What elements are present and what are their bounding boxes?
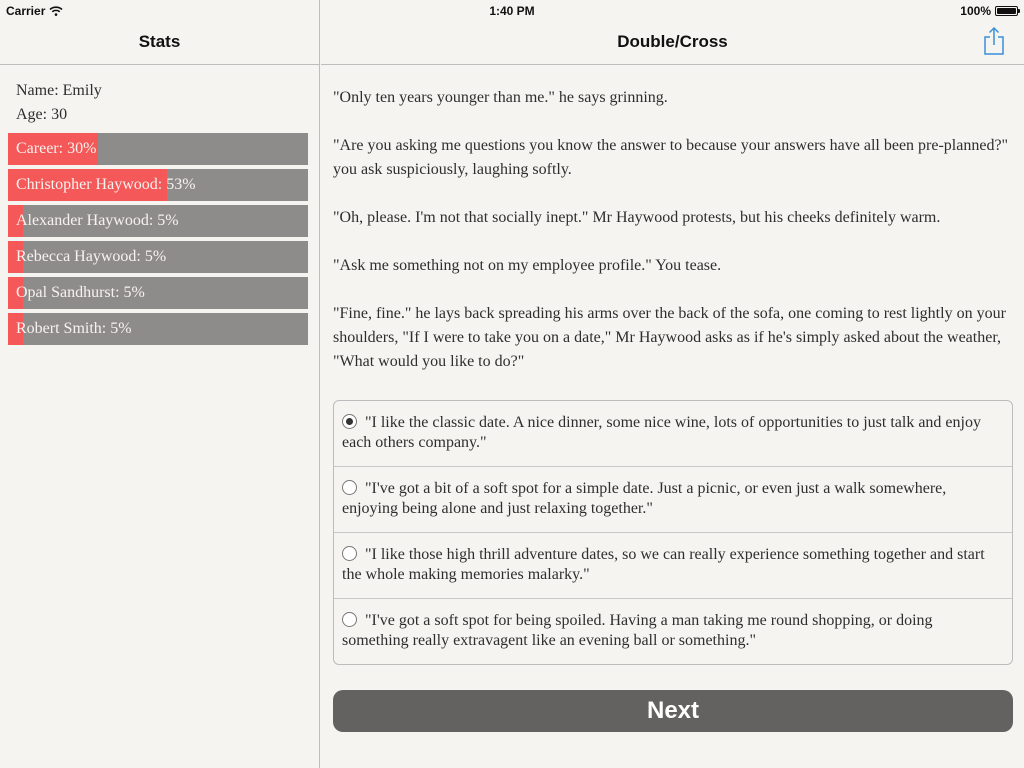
carrier-label: Carrier [6,4,46,18]
battery-label: 100% [960,4,991,18]
story-paragraph: "Ask me something not on my employee profile." You tease. [333,257,722,274]
choice-text: "I've got a bit of a soft spot for a simple date. Just a picnic, or even just a walk somewhere, enjoying being alone and just relaxing together." [342,480,947,517]
sidebar-title: Stats [138,32,181,51]
stat-bar [8,205,308,237]
stat-label: Career: 30% [16,140,97,157]
sidebar-body [0,79,320,349]
stat-label: Rebecca Haywood: 5% [16,248,167,265]
story-text [333,86,1013,398]
main-nav-bar [321,20,1024,65]
story-panel [321,0,1024,768]
story-title: Double/Cross [617,32,728,51]
radio-button[interactable] [342,480,357,495]
story-paragraph: "Oh, please. I'm not that socially inept." Mr Haywood protests, but his cheeks definitely warm. [333,209,941,226]
choice-option[interactable] [334,599,1012,664]
share-icon [982,26,1006,56]
stat-bar [8,169,308,201]
stat-bar [8,277,308,309]
stat-bar [8,241,308,273]
stat-label: Christopher Haywood: 53% [16,176,196,193]
story-paragraph: "Are you asking me questions you know the answer to because your answers have all been pre-planned?" you ask suspiciously, laughing softly. [333,137,1009,178]
choice-list [333,400,1013,665]
choice-option[interactable] [334,401,1012,467]
choice-option[interactable] [334,467,1012,533]
story-paragraph: "Fine, fine." he lays back spreading his arms over the back of the sofa, one coming to rest lightly on your shoulders, "If I were to take you on a date," Mr Haywood asks as if he's simply asked about the weather, "What would you like to do?" [333,305,1006,370]
story-paragraph: "Only ten years younger than me." he says grinning. [333,89,668,106]
choice-text: "I've got a soft spot for being spoiled. Having a man taking me round shopping, or doing something really extravagent like an evening ball or something." [342,612,933,649]
player-age: Age: 30 [16,106,68,123]
stat-label: Alexander Haywood: 5% [16,212,179,229]
stats-sidebar [0,0,320,768]
choice-text: "I like those high thrill adventure dates, so we can really experience something together and start the whole making memories malarky." [342,546,985,583]
stat-bar [8,313,308,345]
share-button[interactable] [982,26,1006,56]
status-time: 1:40 PM [489,4,535,18]
player-name: Name: Emily [16,82,102,99]
stat-label: Opal Sandhurst: 5% [16,284,145,301]
radio-button[interactable] [342,612,357,627]
sidebar-nav-bar [0,20,319,65]
choice-text: "I like the classic date. A nice dinner, some nice wine, lots of opportunities to just talk and enjoy each others company." [342,414,981,451]
stat-label: Robert Smith: 5% [16,320,132,337]
radio-button[interactable] [342,414,357,429]
stat-list [0,133,320,345]
stat-bar [8,133,308,165]
radio-button[interactable] [342,546,357,561]
next-button[interactable]: Next [333,690,1013,732]
choice-option[interactable] [334,533,1012,599]
